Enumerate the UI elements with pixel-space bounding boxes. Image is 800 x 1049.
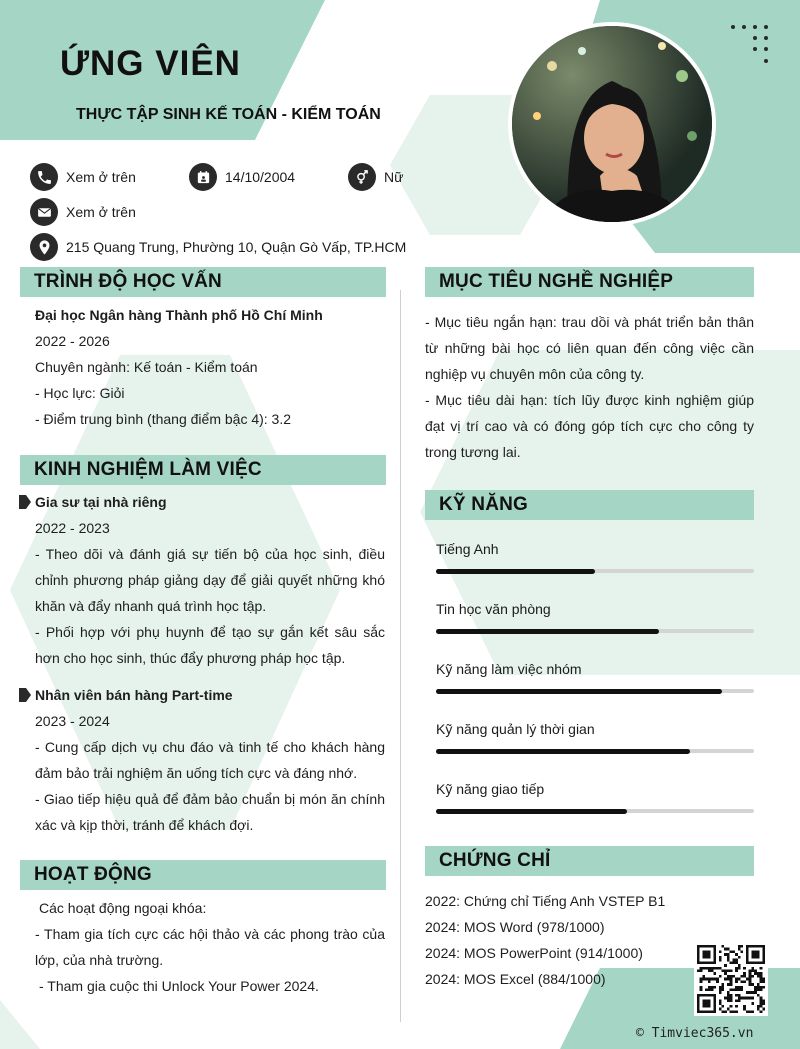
gender-icon bbox=[348, 163, 376, 191]
contact-gender bbox=[348, 163, 403, 191]
experience-title: KINH NGHIỆM LÀM VIỆC bbox=[20, 455, 386, 485]
birthday-value: 14/10/2004 bbox=[225, 169, 296, 185]
skill-bar bbox=[436, 749, 754, 753]
objective-short: - Mục tiêu ngắn hạn: trau dồi và phát triển bản thân từ những bài học có liên quan đến công việc cần nghiệp vụ chuyên môn của công ty. bbox=[425, 314, 754, 382]
school-name: Đại học Ngân hàng Thành phố Hồ Chí Minh bbox=[35, 307, 323, 323]
activities-title: HOẠT ĐỘNG bbox=[20, 860, 386, 890]
skill-label: Tin học văn phòng bbox=[436, 601, 551, 617]
skill-item bbox=[436, 661, 754, 693]
skill-item bbox=[436, 601, 754, 633]
skill-label: Tiếng Anh bbox=[436, 541, 499, 557]
skill-bar bbox=[436, 809, 754, 813]
education-gpa: - Điểm trung bình (thang điểm bậc 4): 3.2 bbox=[35, 411, 292, 427]
job-title: Nhân viên bán hàng Part-time bbox=[35, 682, 385, 708]
phone-icon bbox=[30, 163, 58, 191]
activities-section bbox=[35, 895, 385, 999]
objective-section bbox=[425, 309, 754, 465]
experience-job-1 bbox=[35, 489, 385, 671]
activity-item: - Tham gia cuộc thi Unlock Your Power 2024. bbox=[39, 978, 319, 994]
job-position: THỰC TẬP SINH KẾ TOÁN - KIỂM TOÁN bbox=[76, 106, 381, 123]
skill-item bbox=[436, 781, 754, 813]
copyright: © Timviec365.vn bbox=[636, 1026, 754, 1041]
bullet-marker-icon bbox=[19, 688, 31, 702]
job-desc: - Giao tiếp hiệu quả để đảm bảo chuẩn bị món ăn chính xác và kịp thời, tránh để khách đợi. bbox=[35, 791, 385, 833]
job-title: Gia sư tại nhà riêng bbox=[35, 489, 385, 515]
job-years: 2023 - 2024 bbox=[35, 713, 110, 729]
phone-value: Xem ở trên bbox=[66, 169, 136, 185]
certificate-item: 2024: MOS Excel (884/1000) bbox=[425, 971, 606, 987]
job-desc: - Cung cấp dịch vụ chu đáo và tinh tế cho khách hàng đảm bảo trải nghiệm ăn uống tích cực và đáng nhớ. bbox=[35, 739, 385, 781]
skill-item bbox=[436, 721, 754, 753]
skill-bar bbox=[436, 629, 754, 633]
job-years: 2022 - 2023 bbox=[35, 520, 110, 536]
skill-bar bbox=[436, 689, 754, 693]
skill-label: Kỹ năng giao tiếp bbox=[436, 781, 545, 797]
education-title: TRÌNH ĐỘ HỌC VẤN bbox=[20, 267, 386, 297]
education-rank: - Học lực: Giỏi bbox=[35, 385, 125, 401]
contact-birthday bbox=[189, 163, 295, 191]
education-years: 2022 - 2026 bbox=[35, 333, 110, 349]
profile-photo bbox=[508, 22, 716, 226]
certificates-section bbox=[425, 888, 695, 992]
location-icon bbox=[30, 233, 58, 261]
skill-label: Kỹ năng quản lý thời gian bbox=[436, 721, 595, 737]
activities-intro: Các hoạt động ngoại khóa: bbox=[39, 900, 207, 916]
skills-title: KỸ NĂNG bbox=[425, 490, 754, 520]
calendar-icon bbox=[189, 163, 217, 191]
certificate-item: 2024: MOS Word (978/1000) bbox=[425, 919, 605, 935]
objective-long: - Mục tiêu dài hạn: tích lũy được kinh nghiệm giúp đạt vị trí cao và có đóng góp tích cực cho công ty trong tương lai. bbox=[425, 392, 754, 460]
job-desc: - Theo dõi và đánh giá sự tiến bộ của học sinh, điều chỉnh phương pháp giảng dạy để giải quyết những khó khăn và đẩy nhanh quá trình học tập. bbox=[35, 546, 385, 614]
activity-item: - Tham gia tích cực các hội thảo và các phong trào của lớp, của nhà trường. bbox=[35, 926, 385, 968]
qr-code bbox=[694, 942, 768, 1016]
address-value: 215 Quang Trung, Phường 10, Quận Gò Vấp, TP.HCM bbox=[66, 239, 407, 255]
contact-address bbox=[30, 233, 406, 261]
job-desc: - Phối hợp với phụ huynh để tạo sự gắn kết sâu sắc hơn cho học sinh, thúc đẩy phương pháp học tập. bbox=[35, 624, 385, 666]
contact-email bbox=[30, 198, 136, 226]
certificates-title: CHỨNG CHỈ bbox=[425, 846, 754, 876]
objective-title: MỤC TIÊU NGHỀ NGHIỆP bbox=[425, 267, 754, 297]
experience-job-2 bbox=[35, 682, 385, 838]
education-major: Chuyên ngành: Kế toán - Kiểm toán bbox=[35, 359, 258, 375]
email-value: Xem ở trên bbox=[66, 204, 136, 220]
education-section bbox=[35, 302, 385, 432]
column-divider bbox=[400, 290, 401, 1022]
certificate-item: 2022: Chứng chỉ Tiếng Anh VSTEP B1 bbox=[425, 893, 666, 909]
certificate-item: 2024: MOS PowerPoint (914/1000) bbox=[425, 945, 643, 961]
skill-bar bbox=[436, 569, 754, 573]
skill-item bbox=[436, 541, 754, 573]
mail-icon bbox=[30, 198, 58, 226]
skill-label: Kỹ năng làm việc nhóm bbox=[436, 661, 582, 677]
contact-phone bbox=[30, 163, 136, 191]
gender-value: Nữ bbox=[384, 169, 404, 185]
dots-decoration bbox=[730, 24, 776, 66]
bullet-marker-icon bbox=[19, 495, 31, 509]
candidate-name: ỨNG VIÊN bbox=[60, 44, 241, 83]
